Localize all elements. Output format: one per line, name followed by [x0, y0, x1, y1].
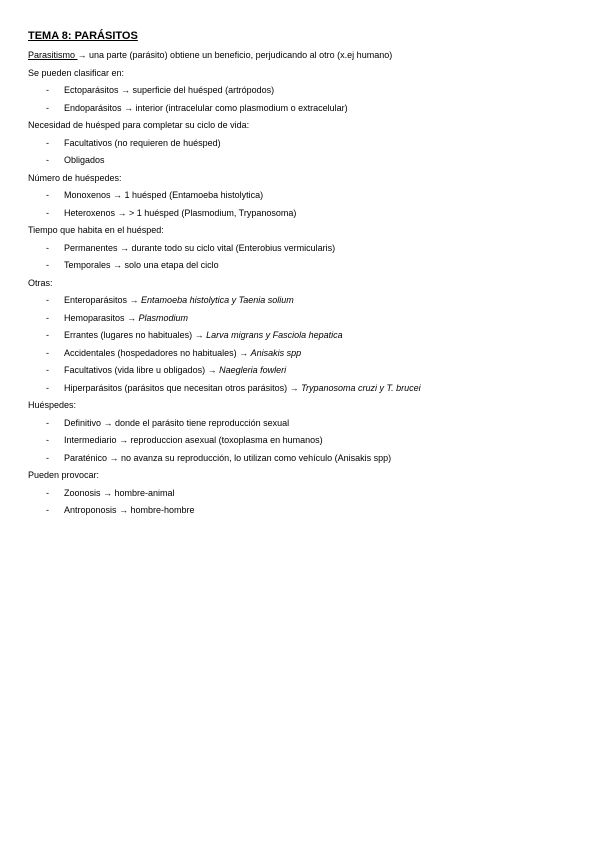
list-item-text: Antroponosis → hombre-hombre [64, 505, 195, 515]
list-item-species: Naegleria fowleri [219, 365, 287, 375]
bullet-dash: - [46, 435, 49, 445]
bullet-dash: - [46, 382, 49, 393]
list-item-text: Endoparásitos → interior (intracelular como plasmodium o extracelular) [64, 102, 348, 113]
bullet-dash: - [46, 365, 49, 375]
list-item [28, 485, 588, 503]
list-item [28, 152, 588, 170]
list-item [28, 187, 588, 205]
list-item [28, 362, 588, 380]
list-item-text: Definitivo → donde el parásito tiene reproducción sexual [64, 417, 290, 428]
bullet-dash: - [46, 242, 49, 253]
bullet-dash: - [46, 260, 49, 270]
list-item-text: Hiperparásitos (parásitos que necesitan otros parásitos) → [64, 382, 302, 393]
list-item [28, 205, 588, 223]
list-item-text: Temporales → solo una etapa del ciclo [64, 260, 219, 270]
section-heading: Necesidad de huésped para completar su ciclo de vida: [28, 120, 250, 130]
section-heading: Pueden provocar: [28, 470, 100, 480]
definition-text: → una parte (parásito) obtiene un beneficio, perjudicando al otro (x.ej humano) [77, 50, 393, 60]
list-item [28, 240, 588, 258]
bullet-dash: - [46, 137, 49, 148]
section-heading: Otras: [28, 277, 53, 288]
bullet-dash: - [46, 505, 49, 515]
list-item-text: Enteroparásitos → [64, 295, 142, 305]
list-item-text: Heteroxenos → > 1 huésped (Plasmodium, Trypanosoma) [64, 207, 297, 218]
bullet-dash: - [46, 347, 49, 358]
bullet-dash: - [46, 487, 49, 498]
list-item-species: Trypanosoma cruzi y T. brucei [301, 382, 421, 393]
section-heading: Tiempo que habita en el huésped: [28, 225, 164, 235]
list-item-species: Plasmodium [138, 312, 189, 323]
list-item [28, 292, 588, 310]
bullet-dash: - [46, 190, 49, 200]
list-item [28, 310, 588, 328]
list-item-text: Permanentes → durante todo su ciclo vital (Enterobius vermicularis) [64, 242, 336, 253]
list-item-text: Intermediario → reproduccion asexual (toxoplasma en humanos) [64, 435, 323, 445]
list-item-species: Anisakis spp [250, 347, 302, 358]
section-heading: Se pueden clasificar en: [28, 67, 125, 78]
list-item [28, 257, 588, 275]
list-item-text: Accidentales (hospedadores no habituales) → [64, 347, 251, 358]
list-item-text: Obligados [64, 155, 105, 165]
list-item [28, 327, 588, 345]
list-item [28, 100, 588, 118]
bullet-dash: - [46, 312, 49, 323]
list-item-species: Entamoeba histolytica y Taenia solium [141, 295, 294, 305]
list-item-text: Zoonosis → hombre-animal [64, 487, 175, 498]
bullet-dash: - [46, 295, 49, 305]
page-title: TEMA 8: PARÁSITOS [28, 30, 138, 42]
document-content [28, 29, 588, 520]
list-item-text: Errantes (lugares no habituales) → [64, 330, 207, 340]
section-heading: Número de huéspedes: [28, 172, 122, 183]
bullet-dash: - [46, 155, 49, 165]
list-item [28, 450, 588, 468]
list-item-text: Ectoparásitos → superficie del huésped (artrópodos) [64, 85, 275, 95]
list-item [28, 380, 588, 398]
section-heading: Huéspedes: [28, 400, 77, 410]
list-item-text: Hemoparasitos → [64, 312, 139, 323]
list-item [28, 432, 588, 450]
list-item [28, 502, 588, 520]
list-item [28, 135, 588, 153]
bullet-dash: - [46, 452, 49, 463]
list-item-text: Monoxenos → 1 huésped (Entamoeba histolytica) [64, 190, 264, 200]
bullet-dash: - [46, 330, 49, 340]
list-item [28, 82, 588, 100]
definition-line [28, 47, 588, 65]
list-item-text: Facultativos (no requieren de huésped) [64, 137, 221, 148]
bullet-dash: - [46, 102, 49, 113]
list-item-text: Facultativos (vida libre u obligados) → [64, 365, 220, 375]
list-item [28, 415, 588, 433]
bullet-dash: - [46, 207, 49, 218]
bullet-dash: - [46, 85, 49, 95]
list-item [28, 345, 588, 363]
list-item-text: Paraténico → no avanza su reproducción, lo utilizan como vehículo (Anisakis spp) [64, 452, 392, 463]
bullet-dash: - [46, 417, 49, 428]
list-item-species: Larva migrans y Fasciola hepatica [206, 330, 343, 340]
definition-term: Parasitismo [28, 50, 78, 60]
